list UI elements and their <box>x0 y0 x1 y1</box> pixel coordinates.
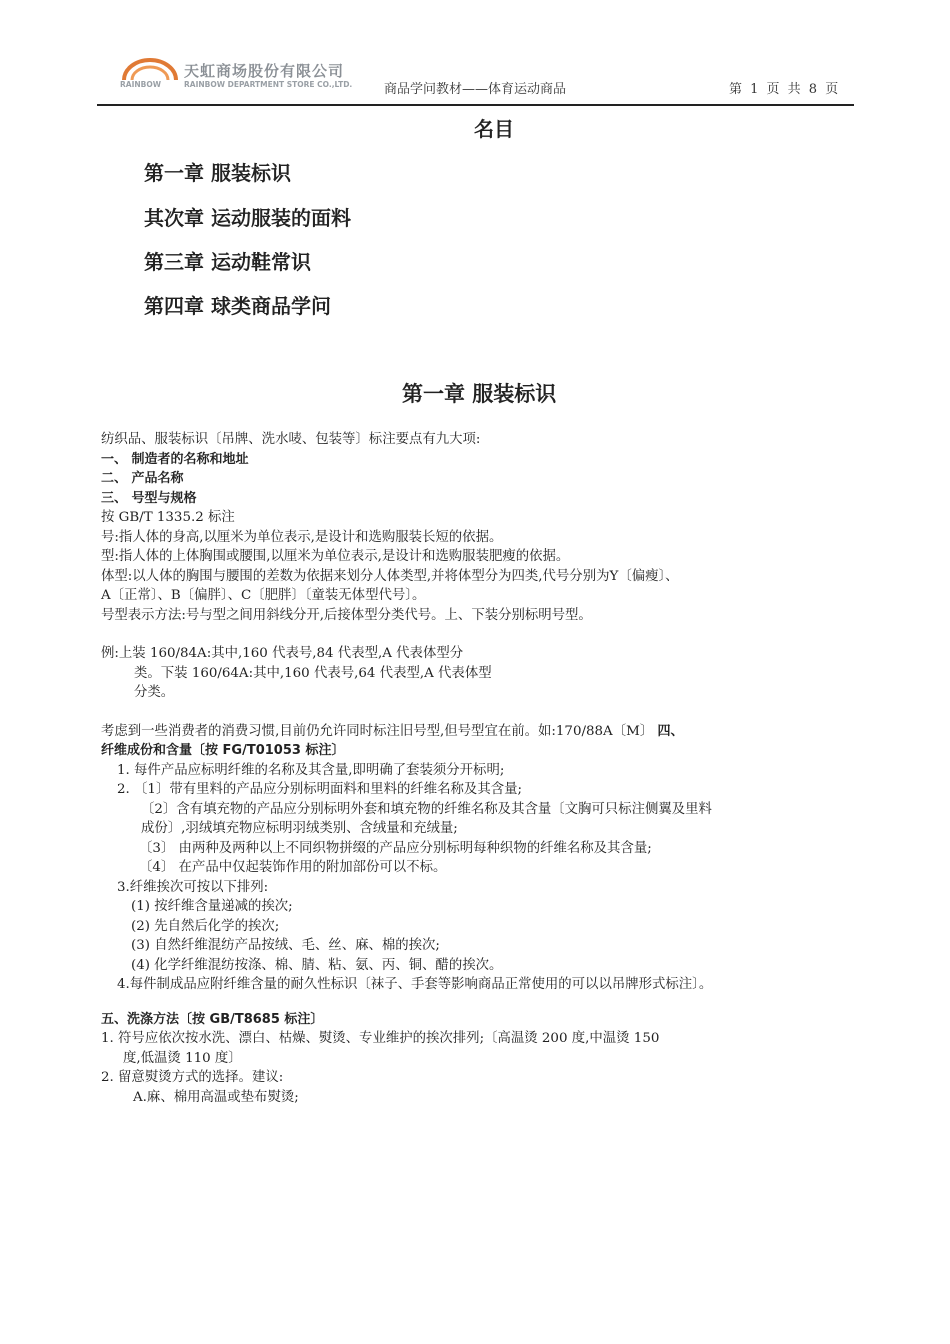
fiber-order-2: (2) 先自然后化学的挨次; <box>131 918 280 934</box>
heading-4-prefix: 四、 <box>657 723 684 739</box>
toc-item-3: 第三章 运动鞋常识 <box>144 250 311 274</box>
fiber-item-2-2-cont: 成份〕,羽绒填充物应标明羽绒类别、含绒量和充绒量; <box>141 821 458 836</box>
fiber-item-2: 2. 〔1〕带有里料的产品应分别标明面料和里料的纤维名称及其含量; <box>117 782 522 797</box>
wash-item-1-cont: 度,低温烫 110 度〕 <box>123 1050 242 1066</box>
fiber-order-3: (3) 自然纤维混纺产品按绒、毛、丝、麻、棉的挨次; <box>131 938 440 953</box>
company-logo <box>120 58 360 92</box>
chapter-body <box>101 430 861 1107</box>
heading-1: 一、 制造者的名称和地址 <box>101 451 249 467</box>
wash-item-2-a: A.麻、棉用高温或垫布熨烫; <box>133 1089 299 1105</box>
fiber-item-3: 3.纤维挨次可按以下排列: <box>117 879 269 895</box>
heading-3: 三、 号型与规格 <box>101 490 197 506</box>
doc-title: 商品学问教材——体育运动商品 <box>384 82 567 97</box>
wash-item-2: 2. 留意熨烫方式的选择。建议: <box>101 1070 284 1085</box>
logo-word: RAINBOW <box>120 80 162 89</box>
toc-item-2: 其次章 运动服装的面料 <box>144 206 351 230</box>
toc-item-1: 第一章 服装标识 <box>144 161 291 185</box>
toc-title: 名目 <box>474 117 514 141</box>
fiber-item-2-2: 〔2〕含有填充物的产品应分别标明外套和填充物的纤维名称及其含量〔文胸可只标注侧翼及里料 <box>141 801 712 817</box>
tixing-definition-cont: A〔正常〕、B〔偏胖〕、C〔肥胖〕〔童装无体型代号〕。 <box>101 588 426 603</box>
standard-line: 按 GB/T 1335.2 标注 <box>101 510 235 525</box>
example-line-1: 例:上装 160/84A:其中,160 代表号,84 代表型,A 代表体型分 <box>101 646 464 661</box>
rainbow-logo-icon <box>120 58 180 82</box>
size-method: 号型表示方法:号与型之间用斜线分开,后接体型分类代号。上、下装分别标明号型。 <box>101 607 592 623</box>
hao-definition: 号:指人体的身高,以厘米为单位表示,是设计和选购服装长短的依据。 <box>101 529 503 545</box>
wash-item-1: 1. 符号应依次按水洗、漂白、枯燥、熨烫、专业维护的挨次排列;〔高温烫 200 度,中温烫 150 <box>101 1031 660 1046</box>
chapter-title: 第一章 服装标识 <box>402 382 557 406</box>
fiber-item-2-4: 〔4〕 在产品中仅起装饰作用的附加部份可以不标。 <box>139 860 447 875</box>
example-line-3: 分类。 <box>134 685 175 700</box>
example-line-2: 类。下装 160/64A:其中,160 代表号,64 代表型,A 代表体型 <box>134 665 492 681</box>
intro-line: 纺织品、服装标识〔吊牌、洗水唛、包装等〕标注要点有九大项: <box>101 432 481 447</box>
header-divider <box>97 104 854 106</box>
heading-4: 纤维成份和含量〔按 FG/T01053 标注〕 <box>101 743 345 758</box>
heading-2: 二、 产品名称 <box>101 471 184 486</box>
fiber-item-4: 4.每件制成品应附纤维含量的耐久性标识〔袜子、手套等影响商品正常使用的可以以吊牌形式标注〕。 <box>117 977 713 992</box>
toc-item-4: 第四章 球类商品学问 <box>144 294 331 318</box>
xing-definition: 型:指人体的上体胸围或腰围,以厘米为单位表示,是设计和选购服装肥瘦的依据。 <box>101 549 570 564</box>
tixing-definition: 体型:以人体的胸围与腰围的差数为依据来划分人体类型,并将体型分为四类,代号分别为Y〔偏瘦〕、 <box>101 568 679 584</box>
page-info: 第 1 页 共 8 页 <box>729 82 839 97</box>
fiber-order-4: (4) 化学纤维混纺按涤、棉、腈、粘、氨、丙、铜、醋的挨次。 <box>131 957 503 973</box>
fiber-order-1: (1) 按纤维含量递减的挨次; <box>131 899 293 914</box>
fiber-item-2-3: 〔3〕 由两种及两种以上不同织物拼缀的产品应分别标明每种织物的纤维名称及其含量; <box>139 840 652 856</box>
logo-company-cn: 天虹商场股份有限公司 <box>184 62 345 80</box>
logo-company-en: RAINBOW DEPARTMENT STORE CO.,LTD. <box>184 80 353 89</box>
old-size-note: 考虑到一些消费者的消费习惯,目前仍允许同时标注旧号型,但号型宜在前。如:170/88A〔M〕 四、 <box>101 723 684 739</box>
fiber-item-1: 1. 每件产品应标明纤维的名称及其含量,即明确了套装须分开标明; <box>117 762 505 778</box>
heading-5: 五、洗涤方法〔按 GB/T8685 标注〕 <box>101 1011 324 1027</box>
